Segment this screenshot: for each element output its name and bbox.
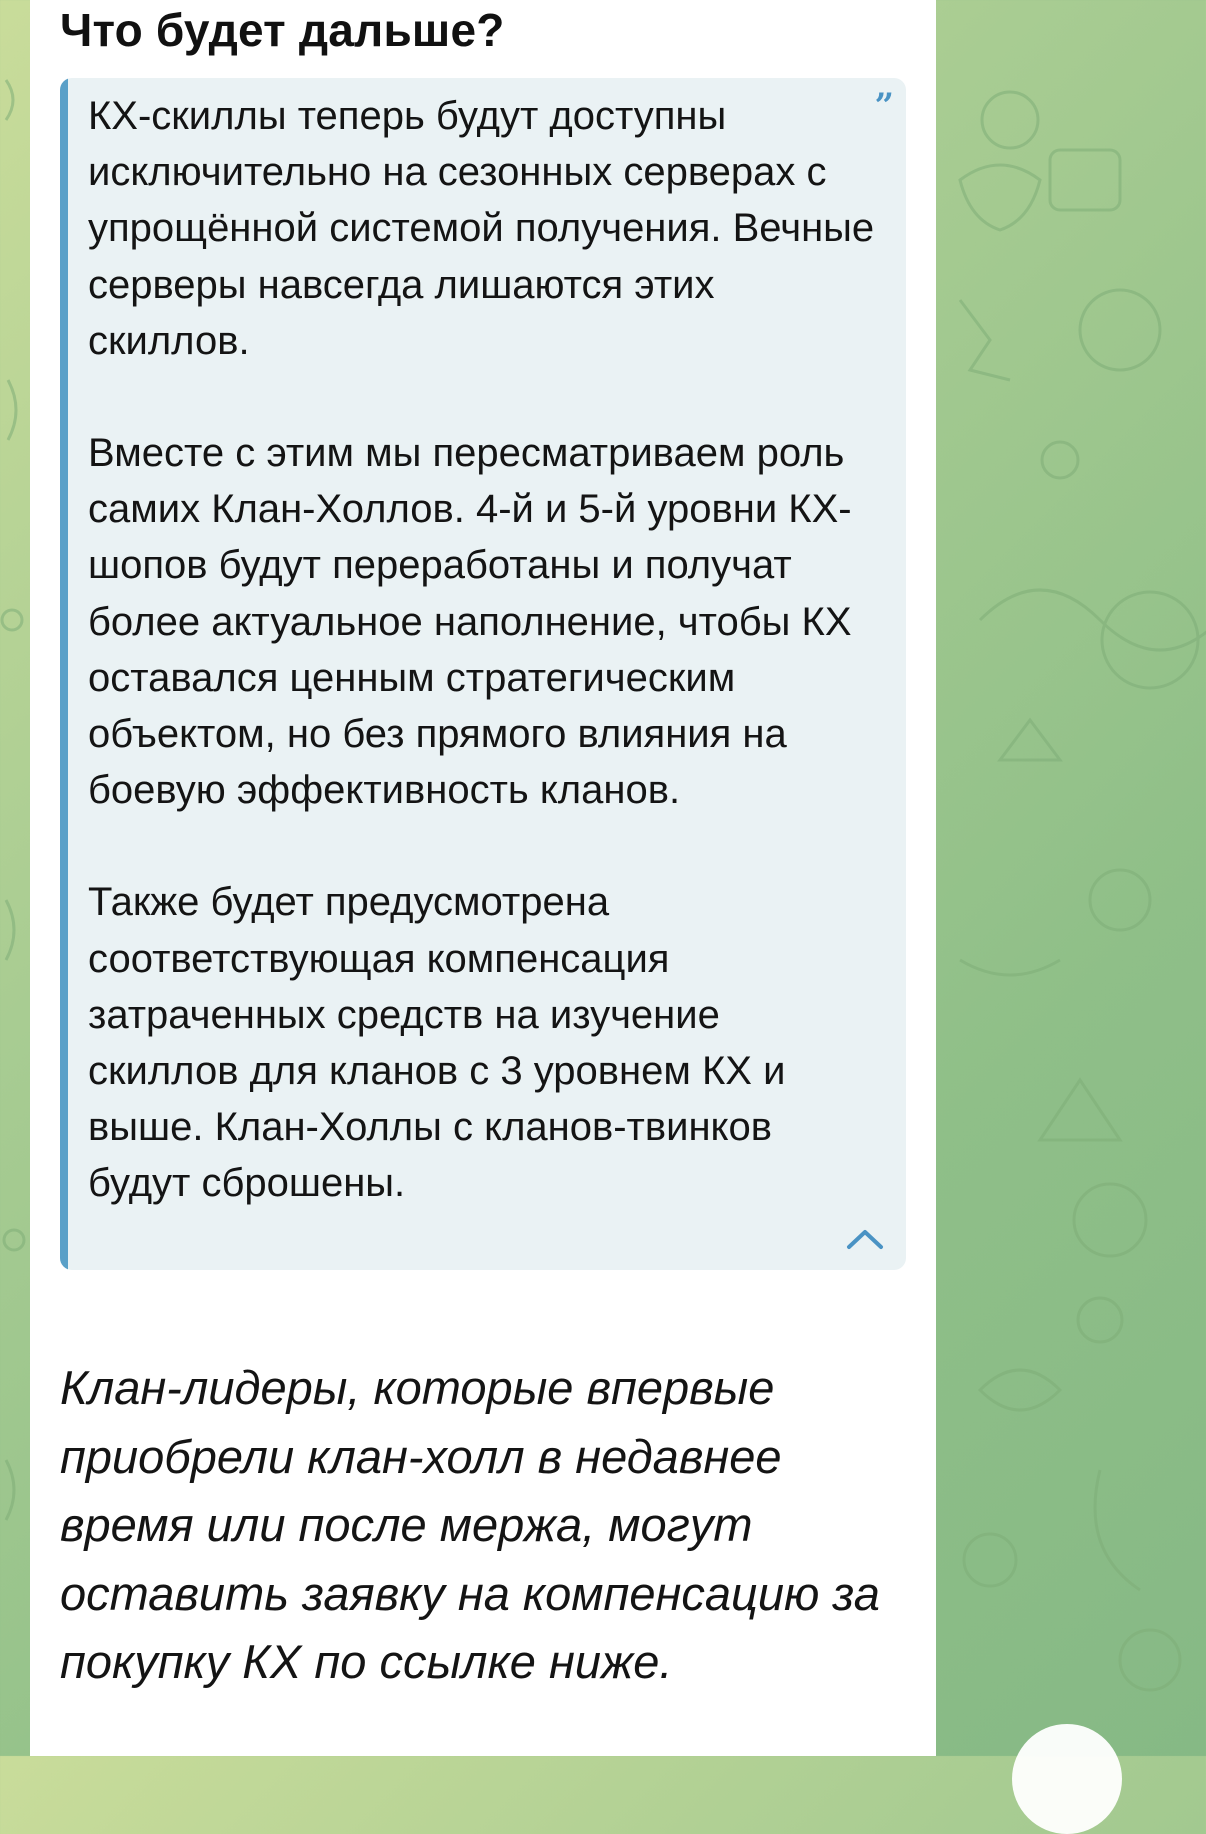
quote-text	[88, 88, 878, 1212]
quote-paragraph: КХ-скиллы теперь будут доступны исключительно на сезонных серверах с упрощённой системой получения. Вечные серверы навсегда лишаются этих скиллов.	[88, 94, 875, 363]
message-heading: Что будет дальше?	[60, 4, 505, 56]
quote-icon: ”	[874, 86, 894, 126]
expandable-blockquote[interactable]	[60, 78, 906, 1270]
quote-paragraph: Вместе с этим мы пересматриваем роль самих Клан-Холлов. 4-й и 5-й уровни КХ-шопов будут переработаны и получат более актуальное наполнение, чтобы КХ оставался ценным стратегическим объектом, но без прямого влияния на боевую эффективность кланов.	[88, 431, 852, 813]
quote-accent-bar	[60, 78, 68, 1270]
message-italic-note: Клан-лидеры, которые впервые приобрели клан-холл в недавнее время или после мержа, могут оставить заявку на компенсацию за покупку КХ по ссылке ниже.	[60, 1361, 880, 1688]
chevron-up-icon	[846, 1228, 884, 1250]
collapse-quote-button[interactable]	[842, 1222, 888, 1256]
quote-paragraph: Также будет предусмотрена соответствующая компенсация затраченных средств на изучение скиллов для кланов с 3 уровнем КХ и выше. Клан-Холлы с кланов-твинков будут сброшены.	[88, 880, 786, 1206]
scroll-down-button[interactable]	[1012, 1724, 1122, 1834]
